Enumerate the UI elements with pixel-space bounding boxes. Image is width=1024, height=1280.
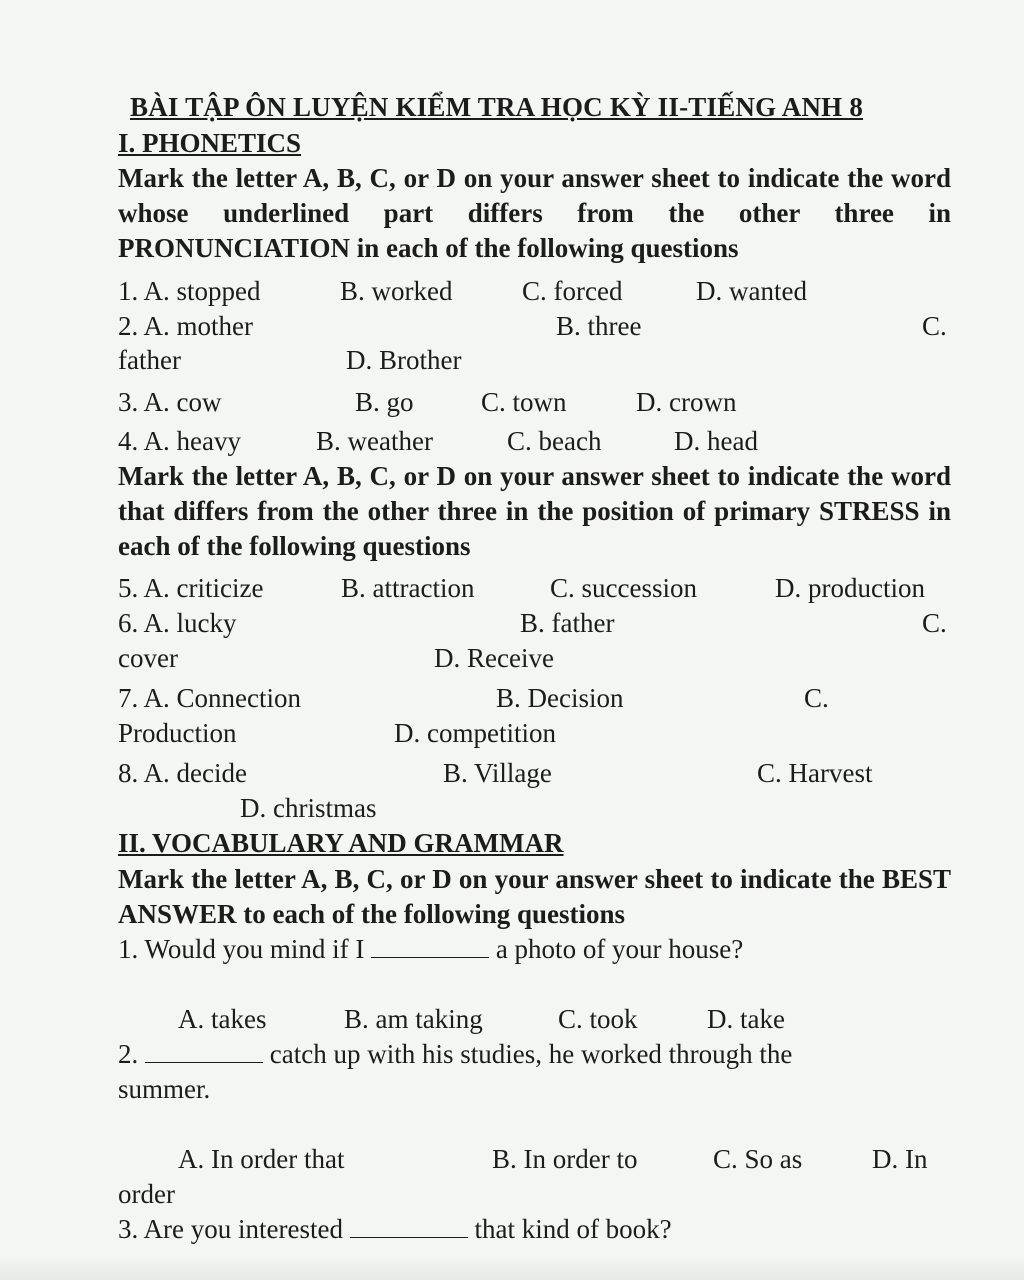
q5-option-a: 5. A. criticize — [118, 573, 264, 603]
q4-option-a: 4. A. heavy — [118, 426, 241, 456]
q4-option-c: C. beach — [507, 426, 602, 456]
q1-option-c: C. forced — [522, 276, 623, 306]
vq2-blank — [145, 1061, 263, 1063]
q8-option-d: D. christmas — [240, 793, 377, 823]
q5-option-d: D. production — [775, 573, 925, 603]
vq1-option-a: A. takes — [178, 1004, 267, 1034]
q2-option-c: C. — [922, 311, 947, 341]
q2-option-a: 2. A. mother — [118, 311, 253, 341]
section-heading-vocabulary: II. VOCABULARY AND GRAMMAR — [118, 828, 564, 858]
q3-option-d: D. crown — [636, 387, 737, 417]
q2-option-d: D. Brother — [346, 345, 462, 375]
vq1-option-c: C. took — [558, 1004, 638, 1034]
vq2-question — [118, 1037, 792, 1071]
q1-option-d: D. wanted — [696, 276, 807, 306]
q6-option-c: C. — [922, 608, 947, 638]
vq1-question — [118, 932, 743, 966]
q8-option-b: B. Village — [443, 758, 552, 788]
section-heading-phonetics: I. PHONETICS — [118, 128, 302, 158]
vq3-text-before: 3. Are you interested — [118, 1214, 343, 1244]
q2-option-c-word: father — [118, 345, 181, 375]
q7-option-c-word: Production — [118, 718, 237, 748]
q1-option-b: B. worked — [340, 276, 453, 306]
q1-option-a: 1. A. stopped — [118, 276, 261, 306]
vq3-question — [118, 1212, 672, 1246]
vq2-option-d: D. In — [872, 1144, 928, 1174]
q8-option-a: 8. A. decide — [118, 758, 247, 788]
vq2-text-after: catch up with his studies, he worked through the — [269, 1039, 793, 1069]
q3-option-c: C. town — [481, 387, 567, 417]
instruction-best-answer: Mark the letter A, B, C, or D on your answer sheet to indicate the BEST ANSWER to each of the following questions — [118, 864, 951, 929]
vq2-option-c: C. So as — [713, 1144, 803, 1174]
q7-option-a: 7. A. Connection — [118, 683, 301, 713]
q2-option-b: B. three — [556, 311, 642, 341]
q7-option-c: C. — [804, 683, 829, 713]
q6-option-d: D. Receive — [434, 643, 554, 673]
q6-option-c-word: cover — [118, 643, 178, 673]
vq1-text-before: 1. Would you mind if I — [118, 934, 365, 964]
q3-option-a: 3. A. cow — [118, 387, 222, 417]
vq1-option-b: B. am taking — [344, 1004, 483, 1034]
page-title: BÀI TẬP ÔN LUYỆN KIỂM TRA HỌC KỲ II-TIẾNG ANH 8 — [130, 92, 864, 122]
q4-option-b: B. weather — [316, 426, 433, 456]
q5-option-b: B. attraction — [341, 573, 475, 603]
vq2-option-a: A. In order that — [178, 1144, 345, 1174]
q6-option-a: 6. A. lucky — [118, 608, 237, 638]
page-bottom-edge — [0, 1258, 1024, 1280]
vq1-option-d: D. take — [707, 1004, 785, 1034]
vq1-blank — [371, 956, 489, 958]
q7-option-d: D. competition — [394, 718, 556, 748]
vq1-text-after: a photo of your house? — [495, 934, 744, 964]
q5-option-c: C. succession — [550, 573, 697, 603]
q6-option-b: B. father — [520, 608, 615, 638]
vq3-text-after: that kind of book? — [474, 1214, 672, 1244]
vq2-text-continued: summer. — [118, 1074, 211, 1104]
q4-option-d: D. head — [674, 426, 758, 456]
q3-option-b: B. go — [355, 387, 414, 417]
q8-option-c: C. Harvest — [757, 758, 873, 788]
vq3-blank — [350, 1236, 468, 1238]
vq2-number: 2. — [118, 1039, 139, 1069]
vq2-option-d-word: order — [118, 1179, 175, 1209]
instruction-stress: Mark the letter A, B, C, or D on your answer sheet to indicate the word that differs from the other three in the position of primary STRESS in each of the following questions — [118, 461, 951, 561]
instruction-pronunciation: Mark the letter A, B, C, or D on your answer sheet to indicate the word whose underlined part differs from the other three in PRONUNCIATION in each of the following questions — [118, 163, 951, 263]
q7-option-b: B. Decision — [496, 683, 624, 713]
vq2-option-b: B. In order to — [492, 1144, 638, 1174]
